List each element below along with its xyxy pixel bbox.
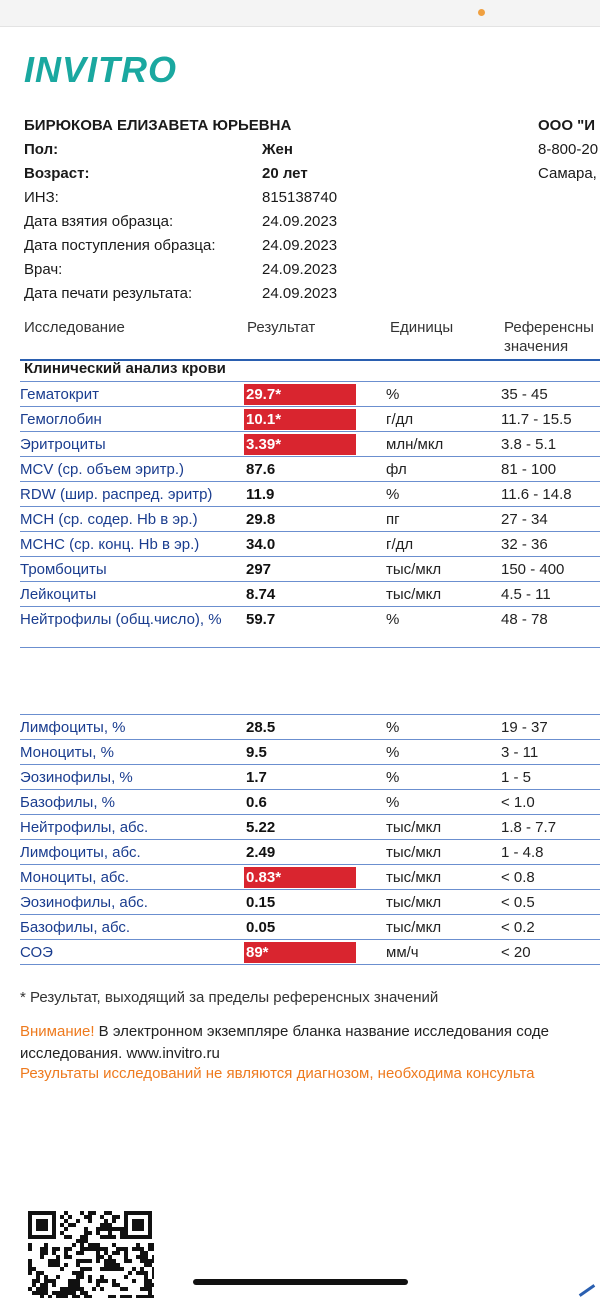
test-reference: 4.5 - 11 [501,586,551,603]
test-reference: 32 - 36 [501,536,548,553]
organization-name: ООО "И [538,117,596,134]
test-name: Эритроциты [20,436,106,453]
notice-line-2: исследования. www.invitro.ru [20,1045,220,1062]
test-unit: % [386,744,400,761]
test-result: 0.15 [246,894,276,911]
column-header-result: Результат [247,319,316,336]
test-unit: % [386,769,400,786]
test-name: Моноциты, % [20,744,114,761]
footnote: * Результат, выходящий за пределы референсных значений [20,989,439,1006]
patient-name: БИРЮКОВА ЕЛИЗАВЕТА ЮРЬЕВНА [24,117,292,134]
browser-top-bar [0,0,600,26]
test-reference: 3.8 - 5.1 [501,436,557,453]
test-result: 29.7* [244,384,356,405]
test-unit: тыс/мкл [386,894,442,911]
section-title: Клинический анализ крови [24,360,226,377]
status-dot-icon [478,9,485,16]
test-reference: 1 - 5 [501,769,532,786]
test-name: MCV (ср. объем эритр.) [20,461,185,478]
test-reference: < 0.5 [501,894,535,911]
table-row [20,481,600,507]
notice-line-3: Результаты исследований не являются диагнозом, необходима консульта [20,1065,535,1082]
test-unit: тыс/мкл [386,919,442,936]
print-date-value: 24.09.2023 [262,285,338,302]
table-row [20,814,600,840]
sample-taken-value: 24.09.2023 [262,213,338,230]
test-unit: пг [386,511,400,528]
test-unit: % [386,719,400,736]
column-header-units: Единицы [390,319,454,336]
test-name: Гематокрит [20,386,99,403]
test-name: MCHC (ср. конц. Hb в эр.) [20,536,200,553]
inz-value: 815138740 [262,189,338,206]
test-name: Базофилы, % [20,794,115,811]
lab-report-page [0,26,600,1298]
test-reference: < 0.2 [501,919,535,936]
test-reference: 150 - 400 [501,561,565,578]
sex-label: Пол: [24,141,59,158]
table-row [20,764,600,790]
test-name: Эозинофилы, % [20,769,133,786]
table-end-line [20,647,600,648]
test-result: 1.7 [246,769,267,786]
table-row [20,506,600,532]
table-end-line [20,964,600,965]
test-reference: 19 - 37 [501,719,548,736]
table-row [20,914,600,940]
test-name: СОЭ [20,944,53,961]
test-unit: г/дл [386,411,414,428]
test-result: 0.6 [246,794,267,811]
organization-phone: 8-800-20 [538,141,599,158]
sample-taken-label: Дата взятия образца: [24,213,174,230]
sample-received-label: Дата поступления образца: [24,237,216,254]
table-row [20,889,600,915]
test-reference: 11.7 - 15.5 [501,411,572,428]
test-reference: < 0.8 [501,869,535,886]
table-row [20,789,600,815]
test-reference: 27 - 34 [501,511,548,528]
test-result: 29.8 [246,511,276,528]
table-row [20,606,600,647]
test-name: Базофилы, абс. [20,919,131,936]
test-unit: мм/ч [386,944,419,961]
test-result: 59.7 [246,611,276,628]
test-result: 5.22 [246,819,276,836]
test-unit: % [386,486,400,503]
column-header-reference: Референсны [504,319,594,336]
test-reference: 1 - 4.8 [501,844,544,861]
print-date-label: Дата печати результата: [24,285,193,302]
table-row [20,531,600,557]
test-name: Лимфоциты, абс. [20,844,141,861]
notice-line-1 [20,1023,549,1040]
table-row [20,581,600,607]
test-reference: 48 - 78 [501,611,548,628]
test-name: Лимфоциты, % [20,719,126,736]
sex-value: Жен [262,141,293,158]
test-result: 34.0 [246,536,276,553]
test-result: 297 [246,561,272,578]
test-reference: 1.8 - 7.7 [501,819,557,836]
home-indicator[interactable] [193,1279,408,1285]
organization-city: Самара, [538,165,597,182]
qr-code-icon [28,1211,154,1298]
corner-mark-icon [579,1284,595,1297]
table-row [20,939,600,965]
test-reference: 81 - 100 [501,461,557,478]
table-row [20,864,600,890]
age-value: 20 лет [262,165,308,182]
inz-label: ИНЗ: [24,189,59,206]
test-result: 2.49 [246,844,276,861]
test-result: 9.5 [246,744,267,761]
test-name: Эозинофилы, абс. [20,894,148,911]
test-unit: тыс/мкл [386,586,442,603]
test-result: 8.74 [246,586,276,603]
test-unit: тыс/мкл [386,844,442,861]
test-name: RDW (шир. распред. эритр) [20,486,213,503]
table-row [20,406,600,432]
test-unit: % [386,386,400,403]
test-reference: 11.6 - 14.8 [501,486,572,503]
test-name: Гемоглобин [20,411,102,428]
test-unit: тыс/мкл [386,561,442,578]
test-name: Моноциты, абс. [20,869,130,886]
table-row [20,839,600,865]
test-result: 28.5 [246,719,276,736]
table-row [20,456,600,482]
notice-warning: Внимание! [20,1023,95,1040]
table-row [20,381,600,407]
test-result: 0.83* [244,867,356,888]
test-result: 10.1* [244,409,356,430]
test-reference: < 20 [501,944,531,961]
sample-received-value: 24.09.2023 [262,237,338,254]
test-unit: % [386,611,400,628]
test-name: Лейкоциты [20,586,97,603]
test-result: 11.9 [246,486,275,503]
notice-text: В электронном экземпляре бланка название исследования соде [94,1023,549,1040]
doctor-value: 24.09.2023 [262,261,338,278]
test-unit: фл [386,461,407,478]
test-name: Тромбоциты [20,561,107,578]
test-unit: тыс/мкл [386,869,442,886]
test-unit: тыс/мкл [386,819,442,836]
table-row [20,714,600,740]
test-reference: 3 - 11 [501,744,539,761]
test-reference: < 1.0 [501,794,535,811]
test-result: 3.39* [244,434,356,455]
column-header-study: Исследование [24,319,125,336]
test-reference: 35 - 45 [501,386,548,403]
age-label: Возраст: [24,165,90,182]
test-unit: млн/мкл [386,436,444,453]
test-name: Нейтрофилы, абс. [20,819,149,836]
doctor-label: Врач: [24,261,63,278]
column-header-reference-line2: значения [504,338,569,355]
test-name: MCH (ср. содер. Hb в эр.) [20,511,198,528]
table-row [20,556,600,582]
invitro-logo: INVITRO [24,49,178,90]
test-unit: г/дл [386,536,414,553]
test-result: 0.05 [246,919,276,936]
test-result: 89* [244,942,356,963]
table-row [20,739,600,765]
test-result: 87.6 [246,461,276,478]
table-row [20,431,600,457]
test-unit: % [386,794,400,811]
test-name: Нейтрофилы (общ.число), % [20,611,222,628]
